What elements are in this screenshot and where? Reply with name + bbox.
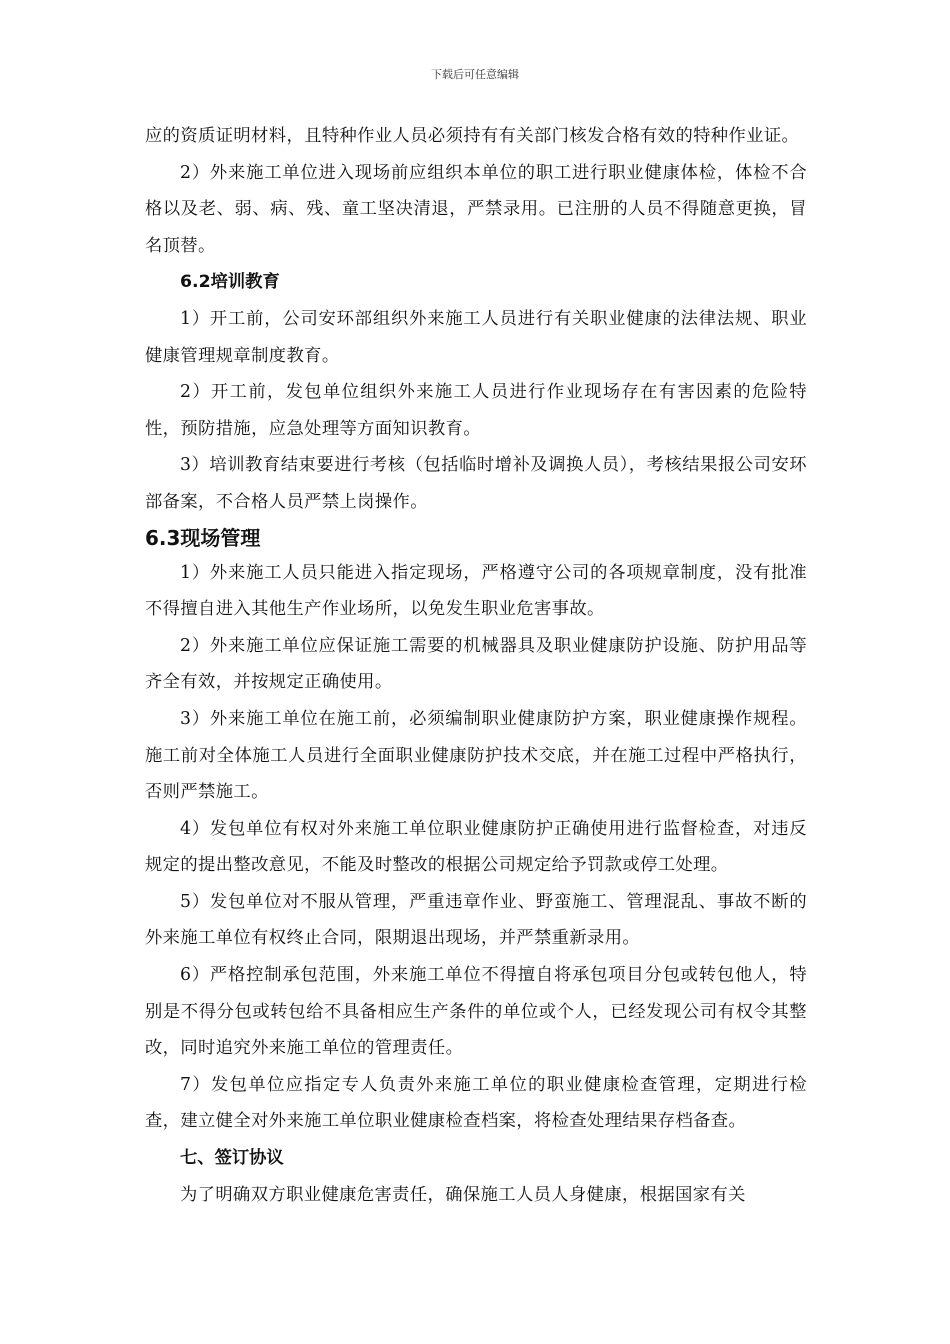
paragraph-site-1: 1）外来施工人员只能进入指定现场，严格遵守公司的各项规章制度，没有批准不得擅自进入其他生产作业场所，以免发生职业危害事故。 bbox=[145, 562, 807, 620]
paragraph-site-5: 5）发包单位对不服从管理，严重违章作业、野蛮施工、管理混乱、事故不断的外来施工单位有权终止合同，限期退出现场，并严禁重新录用。 bbox=[145, 891, 807, 949]
document-body bbox=[145, 118, 807, 1213]
paragraph-health-check: 2）外来施工单位进入现场前应组织本单位的职工进行职业健康体检，体检不合格以及老、弱、病、残、童工坚决清退，严禁录用。已注册的人员不得随意更换，冒名顶替。 bbox=[145, 162, 807, 256]
paragraph-training-2: 2）开工前，发包单位组织外来施工人员进行作业现场存在有害因素的危险特性，预防措施，应急处理等方面知识教育。 bbox=[145, 382, 807, 439]
paragraph-training-3: 3）培训教育结束要进行考核（包括临时增补及调换人员），考核结果报公司安环部备案，不合格人员严禁上岗操作。 bbox=[145, 455, 807, 512]
paragraph-site-4: 4）发包单位有权对外来施工单位职业健康防护正确使用进行监督检查，对违反规定的提出整改意见，不能及时整改的根据公司规定给予罚款或停工处理。 bbox=[145, 818, 807, 876]
paragraph-training-1: 1）开工前，公司安环部组织外来施工人员进行有关职业健康的法律法规、职业健康管理规章制度教育。 bbox=[145, 308, 807, 366]
paragraph-agreement: 为了明确双方职业健康危害责任，确保施工人员人身健康，根据国家有关 bbox=[180, 1184, 746, 1205]
paragraph-site-2: 2）外来施工单位应保证施工需要的机械器具及职业健康防护设施、防护用品等齐全有效，并按规定正确使用。 bbox=[145, 635, 807, 693]
page-header: 下载后可任意编辑 bbox=[431, 68, 519, 81]
paragraph-site-7: 7）发包单位应指定专人负责外来施工单位的职业健康检查管理，定期进行检查，建立健全对外来施工单位职业健康检查档案，将检查处理结果存档备查。 bbox=[145, 1074, 807, 1132]
section-heading-6-2: 6.2培训教育 bbox=[180, 272, 280, 293]
section-heading-6-3: 6.3现场管理 bbox=[145, 525, 261, 550]
paragraph-site-3: 3）外来施工单位在施工前，必须编制职业健康防护方案，职业健康操作规程。施工前对全体施工人员进行全面职业健康防护技术交底，并在施工过程中严格执行，否则严禁施工。 bbox=[145, 708, 807, 803]
paragraph-site-6: 6）严格控制承包范围，外来施工单位不得擅自将承包项目分包或转包他人，特别是不得分包或转包给不具备相应生产条件的单位或个人，已经发现公司有权令其整改，同时追究外来施工单位的管理责任。 bbox=[145, 965, 807, 1059]
paragraph-cert-continuation: 应的资质证明材料，且特种作业人员必须持有有关部门核发合格有效的特种作业证。 bbox=[145, 126, 800, 146]
section-heading-7: 七、签订协议 bbox=[180, 1148, 284, 1169]
